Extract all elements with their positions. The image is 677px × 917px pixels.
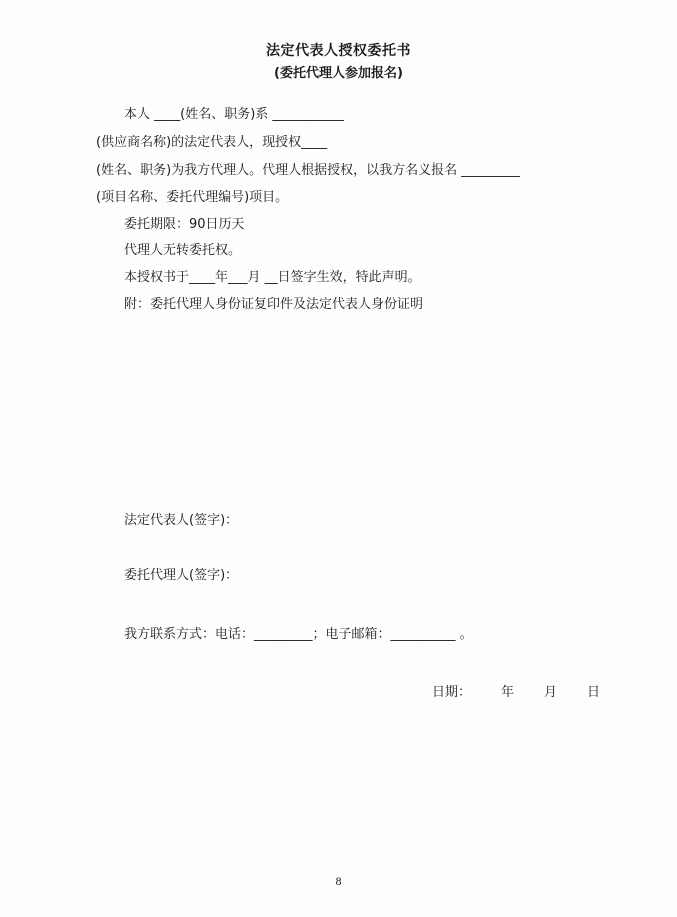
body-line-5: 委托期限：90日历天 (124, 217, 245, 232)
body-line-6: 代理人无转委托权。 (124, 243, 242, 258)
legal-rep-signature-label: 法定代表人(签字)： (124, 513, 239, 528)
date-year: 年 (501, 685, 515, 700)
body-line-8: 附：委托代理人身份证复印件及法定代表人身份证明 (124, 297, 424, 312)
date-month: 月 (544, 685, 558, 700)
page-number: 8 (335, 877, 342, 888)
body-line-4: (项目名称、委托代理编号)项目。 (96, 190, 289, 205)
contact-line: 我方联系方式：电话：_________；电子邮箱：__________ 。 (124, 627, 473, 642)
agent-signature-label: 委托代理人(签字)： (124, 568, 239, 583)
date-label: 日期： (432, 685, 472, 700)
body-line-1: 本人 ____(姓名、职务)系 ___________ (124, 107, 344, 122)
date-day: 日 (587, 685, 601, 700)
document-subtitle: (委托代理人参加报名) (274, 66, 403, 81)
body-line-7: 本授权书于____年___月 __日签字生效，特此声明。 (124, 270, 421, 285)
body-line-3: (姓名、职务)为我方代理人。代理人根据授权，以我方名义报名 _________ (96, 163, 520, 178)
body-line-2: (供应商名称)的法定代表人，现授权____ (96, 135, 328, 150)
date-line (432, 684, 600, 702)
document-title: 法定代表人授权委托书 (266, 43, 411, 59)
